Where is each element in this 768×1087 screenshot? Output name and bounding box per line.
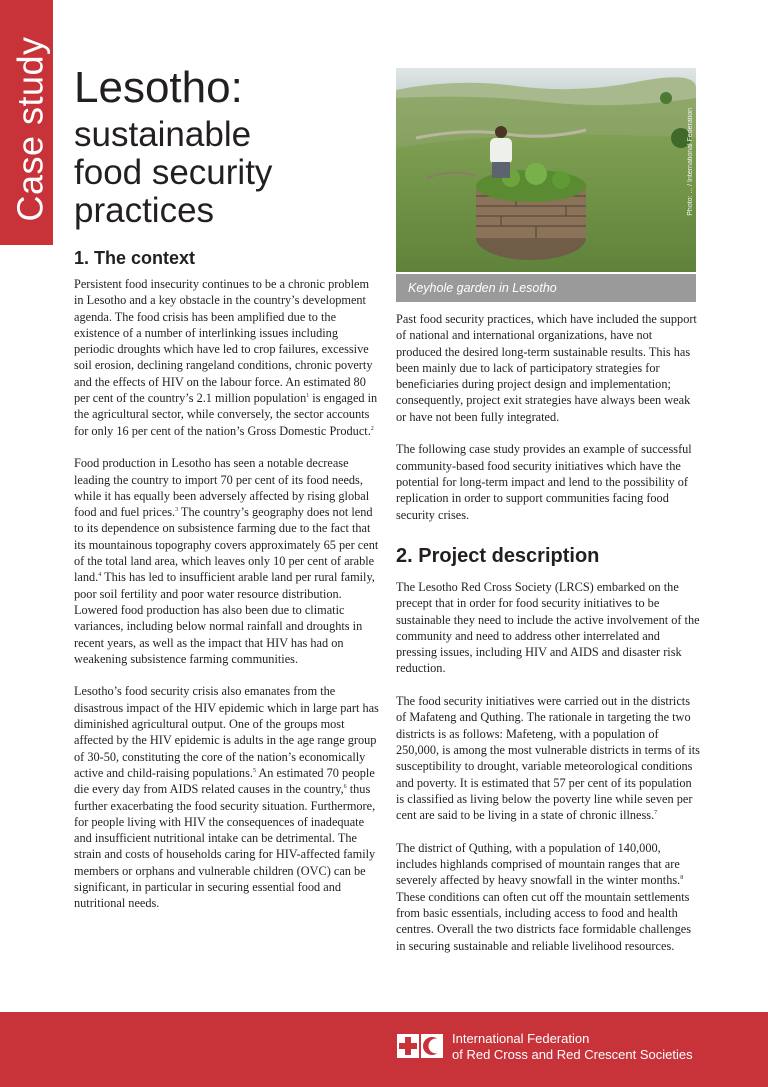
subtitle-line-2: food security	[74, 153, 273, 192]
left-paragraph-3: Lesotho’s food security crisis also emanates from the disastrous impact of the HIV epidemic which in large part has diminished agricultural output. One of the groups most affected by the HIV epidemic is adults in the age range group of 30-50, constituting the core of the nation’s economically active and child-raising populations.$^5$ An estimated 70 people die every day from AIDS related causes in the country,$^6$ thus further exacerbating the food security situation. Furthermore, for people living with HIV the consequences of inadequate and insufficient nutritional intake can be detrimental. The strain and costs of households caring for HIV-affected family members or orphans and vulnerable children (OVC) can be significant, in particular in securing essential food and nutritional needs.	[74, 684, 379, 911]
ifrc-name	[452, 1031, 693, 1063]
photo-credit: Photo: ... / International Federation	[687, 108, 694, 216]
left-paragraph-2: Food production in Lesotho has seen a notable decrease leading the country to import 70 per cent of its food needs, while it has equally been adversely affected by rising global food and fuel prices.$^3$ The country’s geography does not lend to its dependence on subsistence farming due to the fact that its mountainous topography covers approximately 65 per cent of the total land area, which leaves only 10 per cent of arable land.$^4$ This has led to insufficient arable land per rural family, poor soil fertility and poor water resource distribution. Lowered food production has also been due to climatic variances, including below normal rainfall and droughts in recent years, as well as the impact that HIV has had on weakening subsistence farming communities.	[74, 456, 379, 666]
side-tab-label-wrap	[0, 0, 53, 245]
right-paragraph-3: The Lesotho Red Cross Society (LRCS) embarked on the precept that in order for food security initiatives to be sustainable they need to include the active involvement of the community and need to address other interrelated and pressing issues, including HIV and AIDS and disaster risk reduction.	[396, 580, 700, 676]
page-subtitle	[74, 116, 374, 230]
subtitle-line-1: sustainable	[74, 115, 252, 154]
right-column-bottom	[396, 579, 701, 970]
ifrc-name-line-1: International Federation	[452, 1031, 590, 1046]
photo-illustration	[396, 68, 696, 272]
red-cross-crescent-logo-icon	[397, 1034, 443, 1058]
right-paragraph-5: The district of Quthing, with a population of 140,000, includes highlands comprised of mountain ranges that are severely affected by heavy snowfall in the winter months.$^8$ These conditions can often cut off the mountain settlements from basic essentials, including access to food and health centres. Overall the two districts face formidable challenges in securing sustainable and reliable livelihood resources.	[396, 840, 692, 953]
right-paragraph-2: The following case study provides an example of successful community-based food security initiatives which have the potential for long-term impact and lend to the possibility of replication in order to support communities facing food security crises.	[396, 442, 692, 522]
context-heading: 1. The context	[74, 248, 196, 268]
left-column	[74, 276, 379, 928]
right-paragraph-4: The food security initiatives were carried out in the districts of Mafateng and Quthing. The rationale in targeting the two districts is as follows: Mafeteng, with a population of 250,000, is among the most vulnerable districts in terms of its susceptibility to drought, variable meteorological conditions and poverty. It is estimated that 57 per cent of its population is classified as living below the poverty line while seven per cent are said to be living in a state of chronic illness.$^7$	[396, 694, 700, 823]
right-paragraph-1: Past food security practices, which have included the support of national and international organizations, have not produced the desired long-term sustainable results. This has been mainly due to lack of participatory strategies for beneficiaries during project design and implementation; consequently, project exit strategies have always been weak or have not been fully integrated.	[396, 312, 697, 424]
case-study-label: Case study	[9, 36, 51, 222]
project-heading: 2. Project description	[396, 545, 600, 567]
photo-caption: Keyhole garden in Lesotho	[396, 274, 696, 302]
subtitle-line-3: practices	[74, 191, 215, 230]
left-paragraph-1: Persistent food insecurity continues to be a chronic problem in Lesotho and a key obstacle in the country’s development agenda. The food crisis has been amplified due to the existence of a number of interlinking issues including periodic droughts which have led to crop failures, excessive soil erosion, declining rangeland conditions, chronic poverty and the effects of HIV on the labour force. An estimated 80 per cent of the country’s 2.1 million population$^1$ is engaged in the agricultural sector, while conversely, the sector accounts for only 16 per cent of the nation’s Gross Domestic Product.$^2$	[74, 277, 378, 438]
page-title: Lesotho:	[74, 63, 243, 112]
ifrc-name-line-2: of Red Cross and Red Crescent Societies	[452, 1047, 693, 1062]
keyhole-garden-photo	[396, 68, 696, 272]
right-column-top	[396, 311, 701, 539]
title-block	[74, 63, 374, 230]
